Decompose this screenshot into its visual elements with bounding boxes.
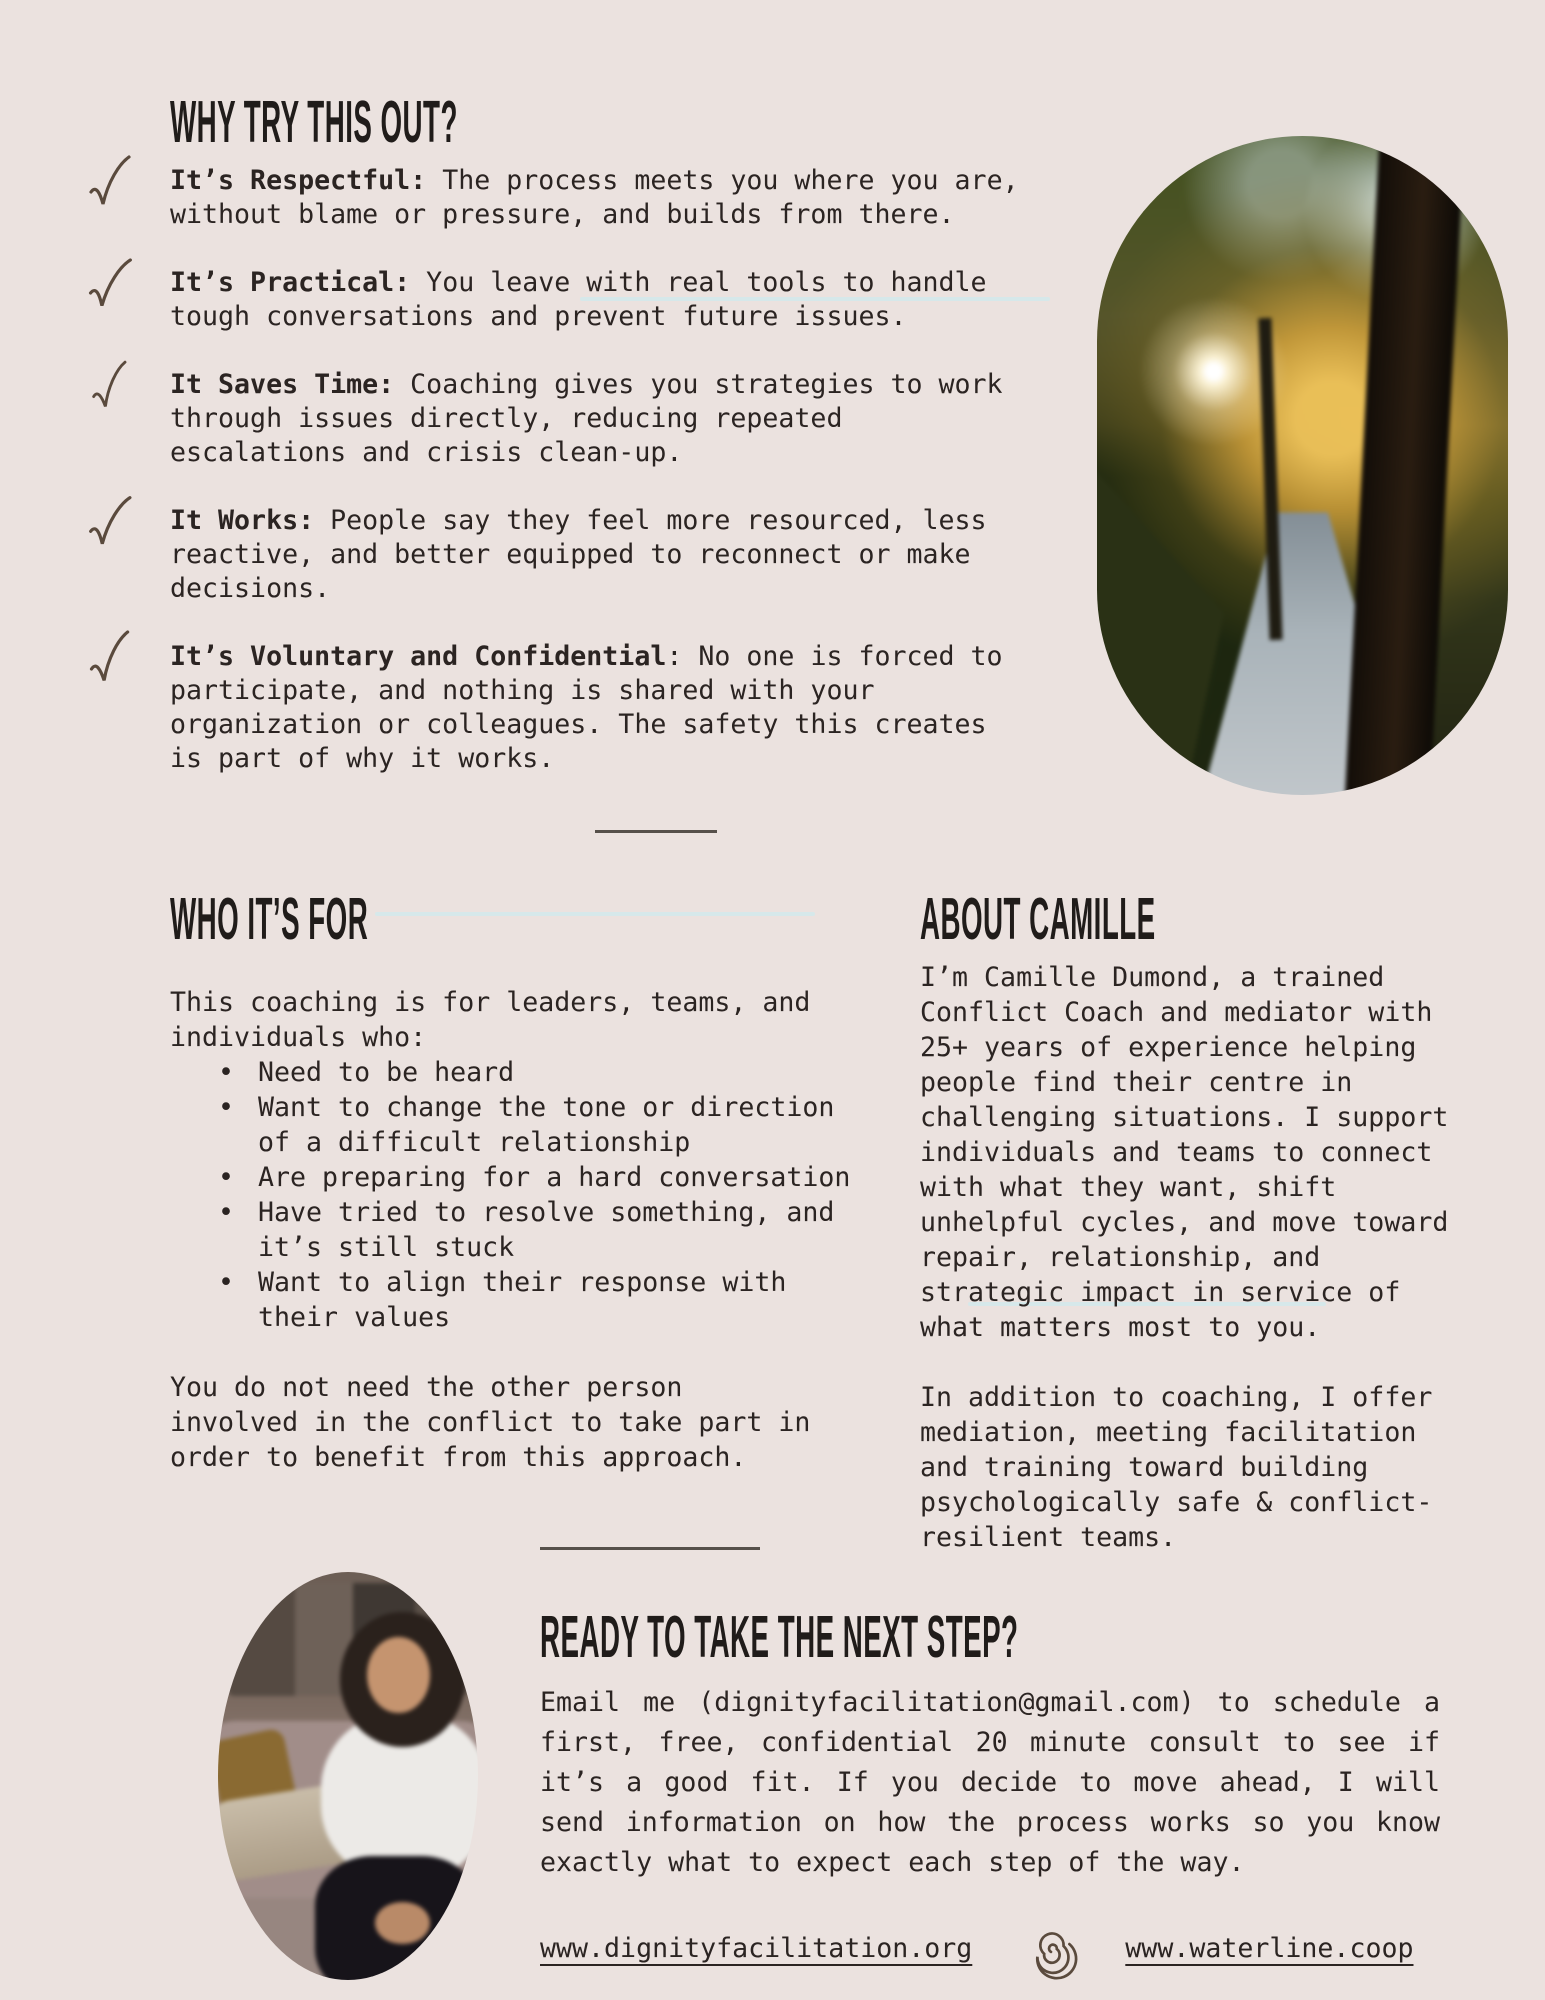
who-outro: You do not need the other person involved in the conflict to take part in order to benefit from this approach.	[170, 1372, 811, 1473]
camille-portrait-photo	[218, 1572, 478, 1980]
why-section	[170, 90, 1022, 810]
dignityfacilitation-link[interactable]: www.dignityfacilitation.org	[540, 1932, 973, 1964]
list-item: • Need to be heard	[218, 1057, 515, 1088]
checkmark-icon	[87, 255, 134, 315]
item-lead: It’s Respectful:	[170, 165, 427, 196]
item-text: People say they feel more resourced, less reactive, and better equipped to reconnect or make decisions.	[170, 505, 987, 604]
forest-path-photo	[1097, 136, 1508, 795]
about-paragraph: In addition to coaching, I offer mediation, meeting facilitation and training toward building psychologically safe & conflict-resilient teams.	[920, 1382, 1433, 1553]
bullet-icon: •	[218, 1162, 235, 1193]
who-intro: This coaching is for leaders, teams, and individuals who:	[170, 987, 811, 1053]
item-text: The process meets you where you are, without blame or pressure, and builds from there.	[170, 165, 1019, 230]
item-lead: It’s Practical:	[170, 267, 411, 298]
ready-section	[540, 1605, 1464, 1981]
who-section	[170, 886, 851, 1475]
list-item: • Are preparing for a hard conversation	[218, 1162, 851, 1193]
bullet-icon: •	[218, 1267, 235, 1298]
who-bullet-list	[170, 1055, 858, 1335]
why-item	[170, 368, 1022, 470]
list-item: • Want to align their response with their values	[218, 1267, 787, 1333]
item-lead: It Works:	[170, 505, 315, 536]
item-lead: It Saves Time:	[170, 369, 395, 400]
item-text: Coaching gives you strategies to work through issues directly, reducing repeated escalations and crisis clean-up.	[170, 369, 1003, 468]
checkmark-icon	[88, 154, 132, 212]
why-item	[170, 504, 1022, 606]
bullet-icon: •	[218, 1197, 235, 1228]
list-item: • Have tried to resolve something, and it’s still stuck	[218, 1197, 835, 1263]
portrait-art	[218, 1572, 478, 1980]
why-heading: WHY TRY THIS OUT?	[170, 89, 458, 155]
item-lead: It’s Voluntary and Confidential	[170, 641, 667, 672]
ready-paragraph: Email me (dignityfacilitation@gmail.com) to schedule a first, free, confidential 20 minute consult to see if it’s a good fit. If you decide to move ahead, I will send information on how the process works so you know exactly what to expect each step of the way.	[540, 1687, 1440, 1878]
forest-art	[1097, 136, 1508, 795]
about-paragraph: I’m Camille Dumond, a trained Conflict Coach and mediator with 25+ years of experience helping people find their centre in challenging situations. I support individuals and teams to connect with what they want, shift unhelpful cycles, and move toward repair, relationship, and strategic impact in service of what matters most to you.	[920, 962, 1449, 1343]
list-item: • Want to change the tone or direction of a difficult relationship	[218, 1092, 835, 1158]
why-item	[170, 640, 1022, 776]
footer-links	[540, 1915, 1464, 1981]
spiral-icon	[1017, 1915, 1083, 1981]
item-text: : No one is forced to participate, and nothing is shared with your organization or colleagues. The safety this creates is part of why it works.	[170, 641, 1003, 774]
why-item	[170, 266, 1022, 334]
checkmark-icon	[87, 629, 134, 689]
bullet-icon: •	[218, 1092, 235, 1123]
about-section	[920, 887, 1456, 1555]
ready-heading: READY TO TAKE THE NEXT STEP?	[540, 1604, 1019, 1670]
section-divider	[595, 830, 717, 833]
checkmark-icon	[87, 493, 133, 553]
about-heading: ABOUT CAMILLE	[920, 886, 1156, 952]
section-divider	[540, 1547, 760, 1550]
who-heading: WHO IT’S FOR	[170, 886, 369, 952]
checkmark-icon	[88, 359, 132, 414]
item-text: You leave with real tools to handle tough conversations and prevent future issues.	[170, 267, 987, 332]
bullet-icon: •	[218, 1057, 235, 1088]
why-item	[170, 164, 1022, 232]
waterline-link[interactable]: www.waterline.coop	[1125, 1932, 1414, 1964]
